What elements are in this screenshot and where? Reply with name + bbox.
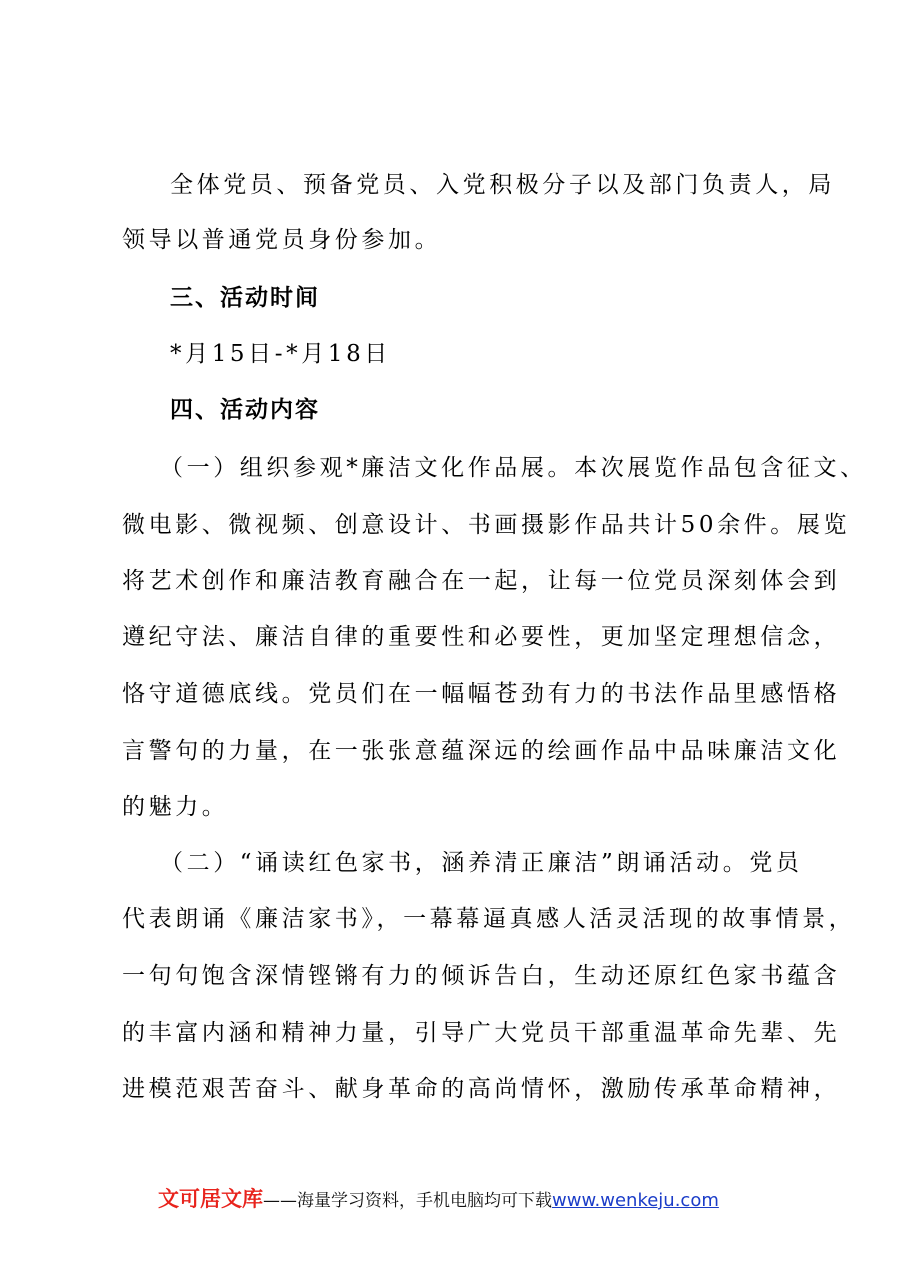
watermark-footer (158, 1183, 778, 1213)
item1-line: （一）组织参观*廉洁文化作品展。本次展览作品包含征文、 (160, 455, 867, 481)
section-heading-content: 四、活动内容 (170, 397, 320, 423)
item1-line: 将艺术创作和廉洁教育融合在一起，让每一位党员深刻体会到 (122, 568, 841, 594)
item1-line: 的魅力。 (122, 794, 229, 820)
participants-line-2: 领导以普通党员身份参加。 (122, 227, 442, 253)
footer-tagline: ——海量学习资料，手机电脑均可下载 (263, 1191, 552, 1211)
brand-name: 文可居文库 (158, 1187, 263, 1211)
item2-line: 进模范艰苦奋斗、献身革命的高尚情怀，激励传承革命精神， (122, 1076, 841, 1102)
activity-time-text: *月15日-*月18日 (170, 341, 391, 367)
item2-line: （二）“诵读红色家书，涵养清正廉洁”朗诵活动。党员 (160, 850, 803, 876)
participants-line-1: 全体党员、预备党员、入党积极分子以及部门负责人，局 (170, 172, 835, 198)
section-heading-time: 三、活动时间 (170, 285, 320, 311)
item2-line: 的丰富内涵和精神力量，引导广大党员干部重温革命先辈、先 (122, 1020, 841, 1046)
item1-line: 言警句的力量，在一张张意蕴深远的绘画作品中品味廉洁文化 (122, 738, 841, 764)
item1-line: 遵纪守法、廉洁自律的重要性和必要性，更加坚定理想信念， (122, 624, 841, 650)
item2-line: 代表朗诵《廉洁家书》，一幕幕逼真感人活灵活现的故事情景， (122, 906, 856, 932)
website-link[interactable]: www.wenkeju.com (552, 1190, 719, 1211)
item1-line: 微电影、微视频、创意设计、书画摄影作品共计50余件。展览 (122, 512, 851, 538)
item2-line: 一句句饱含深情铿锵有力的倾诉告白，生动还原红色家书蕴含 (122, 963, 841, 989)
item1-line: 恪守道德底线。党员们在一幅幅苍劲有力的书法作品里感悟格 (122, 681, 841, 707)
